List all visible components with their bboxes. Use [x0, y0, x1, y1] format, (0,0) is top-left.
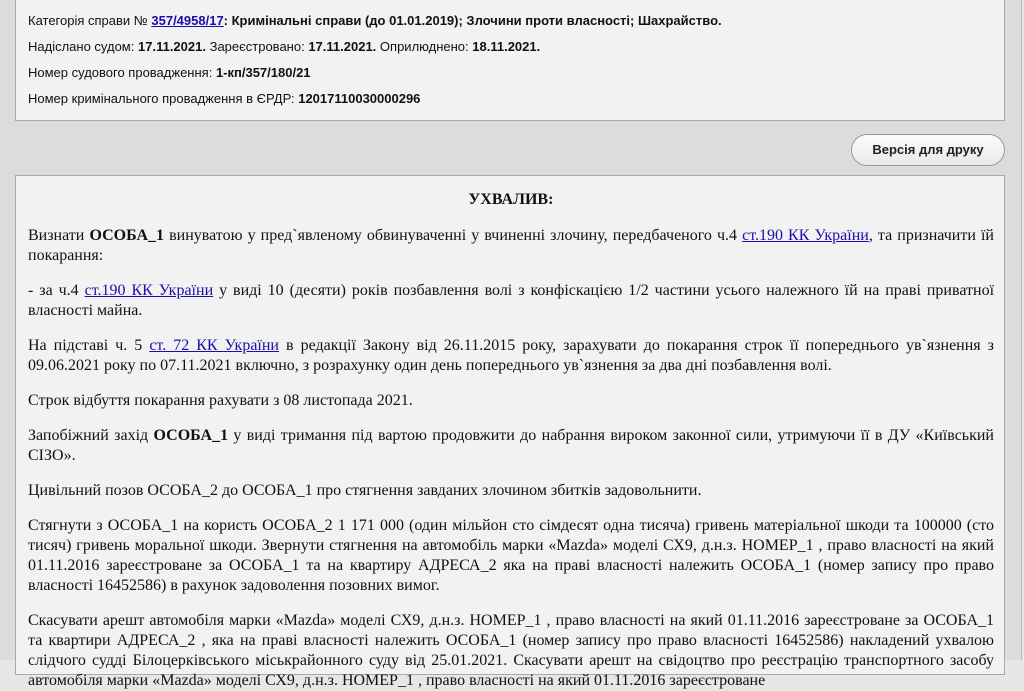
text-span: у виді тримання під вартою продовжити до набрання вироком законної сили, утримуючи її в ДУ «Київський СІЗО». [28, 427, 994, 464]
verdict-paragraph-4: Строк відбуття покарання рахувати з 08 листопада 2021. [28, 392, 413, 409]
case-info-panel [15, 0, 1005, 121]
case-dates-line [28, 34, 1004, 60]
registered-date: 17.11.2021. [308, 39, 377, 54]
text-span: у виді 10 (десяти) років позбавлення волі з конфіскацією 1/2 частини усього належного їй на праві приватної власності майна. [28, 282, 995, 319]
case-category-line [28, 8, 1004, 34]
verdict-paragraph-3 [28, 336, 994, 376]
sent-date: 17.11.2021. [138, 39, 206, 54]
law-article-link[interactable]: ст. 72 КК України [149, 337, 279, 354]
text-span: , та призначити їй покарання: [28, 227, 994, 264]
sent-label: Надіслано судом: [28, 39, 135, 54]
published-label: Оприлюднено: [379, 39, 469, 54]
text-span: винуватою у пред`явленому обвинуваченні у вчиненні злочину, передбаченого ч.4 [164, 227, 743, 244]
category-value: : Кримінальні справи (до 01.01.2019); Злочини проти власності; Шахрайство. [223, 13, 722, 28]
document-body [15, 175, 1005, 689]
verdict-paragraph-5 [28, 426, 994, 466]
erdr-value: 12017110030000296 [298, 91, 421, 106]
registered-label: Зареєстровано: [209, 39, 305, 54]
verdict-paragraph-2 [28, 281, 994, 321]
proceeding-line [28, 60, 1004, 86]
document-title: УХВАЛИВ: [468, 191, 554, 208]
person-name: ОСОБА_1 [89, 227, 164, 244]
text-span: На підставі ч. 5 [28, 337, 150, 354]
text-span: Визнати [28, 227, 90, 244]
law-article-link[interactable]: ст.190 КК України [742, 227, 869, 244]
category-label: Категорія справи № [28, 13, 148, 28]
proceeding-label: Номер судового провадження: [28, 65, 213, 80]
text-span: в редакції Закону від 26.11.2015 року, зарахувати до покарання строк її попереднього ув`язнення з 09.06.2021 року по 07.11.2021 включно, з розрахунку один день попереднього ув`язнення за два дні позбавлення волі. [28, 337, 995, 374]
erdr-line [28, 86, 1004, 112]
proceeding-value: 1-кп/357/180/21 [215, 65, 311, 80]
text-span: - за ч.4 [28, 282, 85, 299]
published-date: 18.11.2021. [472, 39, 541, 54]
verdict-paragraph-6: Цивільний позов ОСОБА_2 до ОСОБА_1 про стягнення завданих злочином збитків задовольнити. [28, 482, 702, 499]
text-span: Запобіжний захід [28, 427, 154, 444]
print-version-button[interactable]: Версія для друку [851, 134, 1005, 166]
law-article-link[interactable]: ст.190 КК України [84, 282, 214, 299]
case-number-link[interactable]: 357/4958/17 [151, 13, 224, 28]
person-name: ОСОБА_1 [153, 427, 229, 444]
verdict-paragraph-1 [28, 226, 994, 266]
verdict-paragraph-8: Скасувати арешт автомобіля марки «Mazda» моделі СХ9, д.н.з. НОМЕР_1 , право власності на який 01.11.2016 зареєстроване за ОСОБА_1 та квартири АДРЕСА_2 , яка на праві власності належить ОСОБА_1 (номер запису про право власності 16452586) накладений ухвалою слідчого судді Білоцерківського міськрайонного суду від 25.01.2021. Скасувати арешт на свідоцтво про реєстрацію транспортного засобу автомобіля марки «Mazda» моделі СХ9, д.н.з. НОМЕР_1 , право власності на який 01.11.2016 зареєстроване [28, 612, 994, 689]
verdict-paragraph-7: Стягнути з ОСОБА_1 на користь ОСОБА_2 1 171 000 (один мільйон сто сімдесят одна тисяча) гривень матеріальної шкоди та 100000 (сто тисяч) гривень моральної шкоди. Звернути стягнення на автомобіль марки «Mazda» моделі СХ9, д.н.з. НОМЕР_1 , право власності на який 01.11.2016 зареєстроване за ОСОБА_1 та на квартиру АДРЕСА_2 яка на праві власності належить ОСОБА_1 (номер запису про право власності 16452586) в рахунок задоволення позовних вимог. [28, 517, 994, 594]
erdr-label: Номер кримінального провадження в ЄРДР: [28, 91, 295, 106]
